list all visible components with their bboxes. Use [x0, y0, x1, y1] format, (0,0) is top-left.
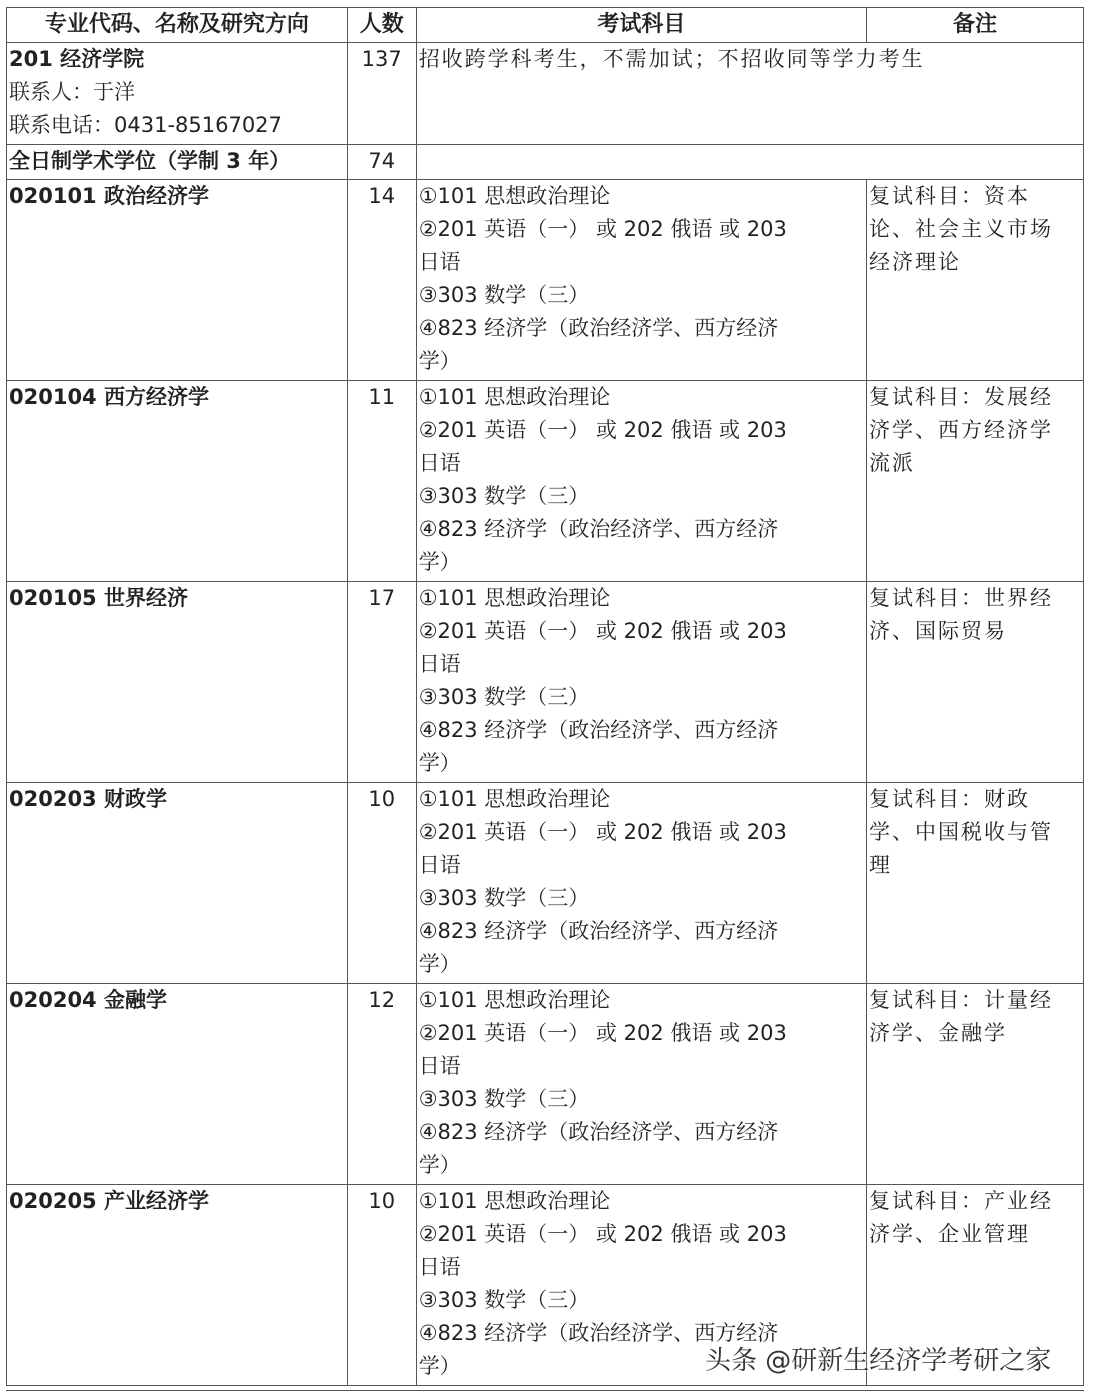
program-exams — [416, 381, 866, 582]
exam-line: ④823 经济学（政治经济学、西方经济 — [418, 1321, 779, 1345]
remark-line: 复试科目：产业经 — [868, 1189, 1053, 1213]
school-name: 201 经济学院 — [9, 47, 145, 71]
exam-line: 学） — [418, 1153, 461, 1177]
program-exams — [416, 180, 866, 381]
program-row — [7, 381, 1084, 582]
exam-line: 日语 — [418, 1255, 461, 1279]
program-count: 17 — [347, 582, 416, 783]
remark-line: 复试科目：财政 — [868, 787, 1030, 811]
program-exams — [416, 582, 866, 783]
program-remark — [866, 582, 1083, 783]
exam-line: ①101 思想政治理论 — [418, 184, 611, 208]
remark-line: 流派 — [868, 451, 915, 475]
school-note: 招收跨学科考生，不需加试；不招收同等学力考生 — [416, 43, 1083, 145]
exam-line: 日语 — [418, 652, 461, 676]
exam-line: ②201 英语（一） 或 202 俄语 或 203 — [418, 418, 787, 442]
exam-line: ②201 英语（一） 或 202 俄语 或 203 — [418, 217, 787, 241]
exam-line: ③303 数学（三） — [418, 484, 590, 508]
exam-line: 学） — [418, 349, 461, 373]
school-info — [7, 43, 348, 145]
exam-line: ②201 英语（一） 或 202 俄语 或 203 — [418, 1222, 787, 1246]
degree-row — [7, 145, 1084, 180]
exam-line: ③303 数学（三） — [418, 283, 590, 307]
remark-line: 复试科目：资本 — [868, 184, 1030, 208]
program-name: 020204 金融学 — [7, 984, 348, 1185]
exam-line: 日语 — [418, 853, 461, 877]
exam-line: ①101 思想政治理论 — [418, 1189, 611, 1213]
remark-line: 复试科目：发展经 — [868, 385, 1053, 409]
header-exam: 考试科目 — [416, 8, 866, 43]
program-remark — [866, 984, 1083, 1185]
exam-line: ③303 数学（三） — [418, 1288, 590, 1312]
program-row — [7, 582, 1084, 783]
remark-line: 论、社会主义市场 — [868, 217, 1053, 241]
remark-line: 济学、西方经济学 — [868, 418, 1053, 442]
exam-line: 学） — [418, 550, 461, 574]
remark-line: 理 — [868, 853, 892, 877]
exam-line: ①101 思想政治理论 — [418, 787, 611, 811]
degree-count: 74 — [347, 145, 416, 180]
exam-line: ①101 思想政治理论 — [418, 385, 611, 409]
program-row — [7, 984, 1084, 1185]
remark-line: 济、国际贸易 — [868, 619, 1007, 643]
program-name: 020105 世界经济 — [7, 582, 348, 783]
exam-line: 学） — [418, 1354, 461, 1378]
program-count: 10 — [347, 1185, 416, 1386]
remark-line: 济学、金融学 — [868, 1021, 1007, 1045]
exam-line: ②201 英语（一） 或 202 俄语 或 203 — [418, 619, 787, 643]
program-row — [7, 783, 1084, 984]
program-count: 12 — [347, 984, 416, 1185]
exam-line: ④823 经济学（政治经济学、西方经济 — [418, 718, 779, 742]
exam-line: 日语 — [418, 1054, 461, 1078]
watermark: 头条 @研新生经济学考研之家 — [705, 1346, 1052, 1376]
program-remark — [866, 783, 1083, 984]
exam-line: ④823 经济学（政治经济学、西方经济 — [418, 919, 779, 943]
exam-line: ③303 数学（三） — [418, 685, 590, 709]
school-phone: 联系电话：0431-85167027 — [9, 113, 282, 137]
exam-line: ④823 经济学（政治经济学、西方经济 — [418, 316, 779, 340]
program-name: 020101 政治经济学 — [7, 180, 348, 381]
remark-line: 学、中国税收与管 — [868, 820, 1053, 844]
program-count: 11 — [347, 381, 416, 582]
exam-line: 日语 — [418, 250, 461, 274]
remark-line: 复试科目：计量经 — [868, 988, 1053, 1012]
exam-line: ②201 英语（一） 或 202 俄语 或 203 — [418, 1021, 787, 1045]
program-row — [7, 180, 1084, 381]
program-name: 020203 财政学 — [7, 783, 348, 984]
school-count: 137 — [347, 43, 416, 145]
remark-line: 济学、企业管理 — [868, 1222, 1030, 1246]
exam-line: ③303 数学（三） — [418, 886, 590, 910]
degree-label: 全日制学术学位（学制 3 年） — [7, 145, 348, 180]
header-row — [7, 8, 1084, 43]
exam-line: ④823 经济学（政治经济学、西方经济 — [418, 517, 779, 541]
school-row — [7, 43, 1084, 145]
program-exams — [416, 783, 866, 984]
program-exams — [416, 984, 866, 1185]
program-name: 020104 西方经济学 — [7, 381, 348, 582]
program-count: 14 — [347, 180, 416, 381]
exam-line: ③303 数学（三） — [418, 1087, 590, 1111]
exam-line: 学） — [418, 952, 461, 976]
header-remark: 备注 — [866, 8, 1083, 43]
remark-line: 复试科目：世界经 — [868, 586, 1053, 610]
remark-line: 经济理论 — [868, 250, 961, 274]
admissions-table — [6, 7, 1084, 1386]
degree-empty — [416, 145, 1083, 180]
header-count: 人数 — [347, 8, 416, 43]
exam-line: ④823 经济学（政治经济学、西方经济 — [418, 1120, 779, 1144]
exam-line: 学） — [418, 751, 461, 775]
exam-line: 日语 — [418, 451, 461, 475]
exam-line: ①101 思想政治理论 — [418, 988, 611, 1012]
school-contact: 联系人：于洋 — [9, 80, 135, 104]
exam-line: ②201 英语（一） 或 202 俄语 或 203 — [418, 820, 787, 844]
header-program: 专业代码、名称及研究方向 — [7, 8, 348, 43]
program-remark — [866, 180, 1083, 381]
program-count: 10 — [347, 783, 416, 984]
exam-line: ①101 思想政治理论 — [418, 586, 611, 610]
program-remark — [866, 381, 1083, 582]
program-name: 020205 产业经济学 — [7, 1185, 348, 1386]
